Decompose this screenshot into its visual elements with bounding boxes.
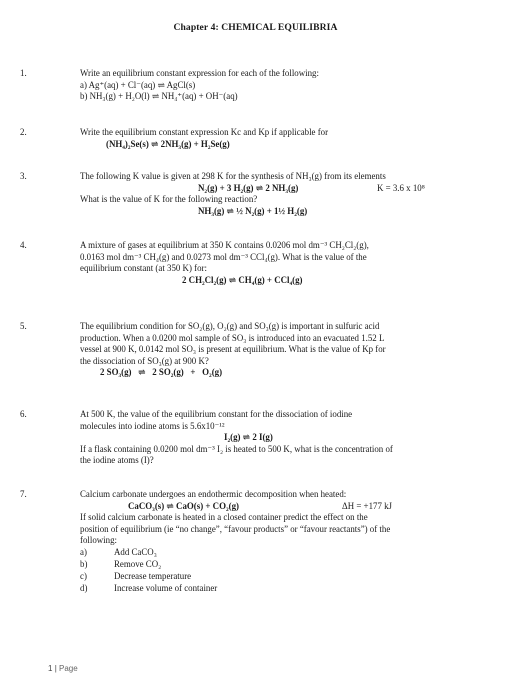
reaction-equation: I₂(g) ⇌ 2 I(g) xyxy=(224,432,273,443)
question-line-2: If solid calcium carbonate is heated in a closed container predict the effect on the xyxy=(80,512,368,523)
reaction-b: b) NH₃(g) + H₂O(l) ⇌ NH₄⁺(aq) + OH⁻(aq) xyxy=(80,91,238,102)
option-b xyxy=(80,559,463,571)
page-footer xyxy=(48,664,78,673)
question-line-3: position of equilibrium (ie “no change”, “favour products” or “favour reactants”) of the xyxy=(80,523,391,534)
page-word: Page xyxy=(59,664,78,673)
question-line-3: equilibrium constant (at 350 K) for: xyxy=(80,263,207,274)
question-line-1: The equilibrium condition for SO₂(g), O₂(g) and SO₃(g) is important in sulfuric acid xyxy=(80,321,380,331)
reaction-equation: 2 SO₃(g) ⇌ 2 SO₂(g) + O₂(g) xyxy=(100,367,223,378)
question-line-1: At 500 K, the value of the equilibrium constant for the dissociation of iodine xyxy=(80,409,353,419)
option-text: Add CaCO₃ xyxy=(114,546,157,557)
chapter-title: Chapter 4: CHEMICAL EQUILIBRIA xyxy=(173,22,338,33)
question-number: 6. xyxy=(20,409,27,419)
question-line-3: If a flask containing 0.0200 mol dm⁻³ I₂ is heated to 500 K, what is the concentration of xyxy=(80,443,393,454)
question-number: 1. xyxy=(20,68,27,78)
option-text: Remove CO₂ xyxy=(114,558,162,569)
option-d xyxy=(80,583,463,595)
question-line-1: Calcium carbonate undergoes an endothermic decomposition when heated: xyxy=(80,489,347,499)
reaction-equation xyxy=(80,183,463,195)
option-label: c) xyxy=(80,570,87,581)
question-number: 4. xyxy=(20,240,27,250)
question-text: Write an equilibrium constant expression for each of the following: xyxy=(80,68,319,78)
question-line-2: 0.0163 mol dm⁻³ CH₄(g) and 0.0273 mol dm⁻³ CCl₄(g). What is the value of the xyxy=(80,251,367,262)
option-c xyxy=(80,571,463,583)
enthalpy-change: ΔH = +177 kJ xyxy=(342,500,392,511)
question-number: 7. xyxy=(20,489,27,499)
question-line-3: vessel at 900 K, 0.0142 mol SO₃ is present at equilibrium. What is the value of Kp for xyxy=(80,344,386,355)
question-text: The following K value is given at 298 K for the synthesis of NH₃(g) from its elements xyxy=(80,171,386,181)
question-number: 2. xyxy=(20,127,27,137)
option-text: Decrease temperature xyxy=(114,570,192,581)
equation-text: CaCO₃(s) ⇌ CaO(s) + CO₂(g) xyxy=(128,500,239,511)
question-line-4: following: xyxy=(80,535,117,546)
question-line-2: molecules into iodine atoms is 5.6x10⁻¹² xyxy=(80,420,225,431)
question-line-4: the dissociation of SO₃(g) at 900 K? xyxy=(80,355,209,366)
page-number: 1 xyxy=(48,664,53,673)
question-text: Write the equilibrium constant expression Kc and Kp if applicable for xyxy=(80,127,329,137)
reaction-a: a) Ag⁺(aq) + Cl⁻(aq) ⇌ AgCl(s) xyxy=(80,79,196,90)
question-number: 3. xyxy=(20,171,27,181)
option-a xyxy=(80,547,463,559)
option-label: b) xyxy=(80,558,88,569)
k-value: K = 3.6 x 10⁸ xyxy=(377,182,425,193)
question-line-1: A mixture of gases at equilibrium at 350 K contains 0.0206 mol dm⁻³ CH₂Cl₂(g), xyxy=(80,240,369,250)
question-line-2: production. When a 0.0200 mol sample of SO₃ is introduced into an evacuated 1.52 L xyxy=(80,332,385,343)
option-label: a) xyxy=(80,546,87,557)
option-label: d) xyxy=(80,582,88,593)
reaction-equation xyxy=(80,501,463,513)
question-text-2: What is the value of K for the following reaction? xyxy=(80,194,258,205)
reaction-equation: 2 CH₂Cl₂(g) ⇌ CH₄(g) + CCl₄(g) xyxy=(182,274,303,285)
equation-text: N₂(g) + 3 H₂(g) ⇌ 2 NH₃(g) xyxy=(198,182,299,193)
page-separator: | xyxy=(54,664,57,673)
question-line-4: the iodine atoms (I)? xyxy=(80,455,154,466)
reaction-equation-2: NH₃(g) ⇌ ½ N₂(g) + 1½ H₂(g) xyxy=(198,205,308,216)
question-number: 5. xyxy=(20,321,27,331)
option-text: Increase volume of container xyxy=(114,582,218,593)
reaction-equation: (NH₄)₂Se(s) ⇌ 2NH₃(g) + H₂Se(g) xyxy=(106,138,230,149)
